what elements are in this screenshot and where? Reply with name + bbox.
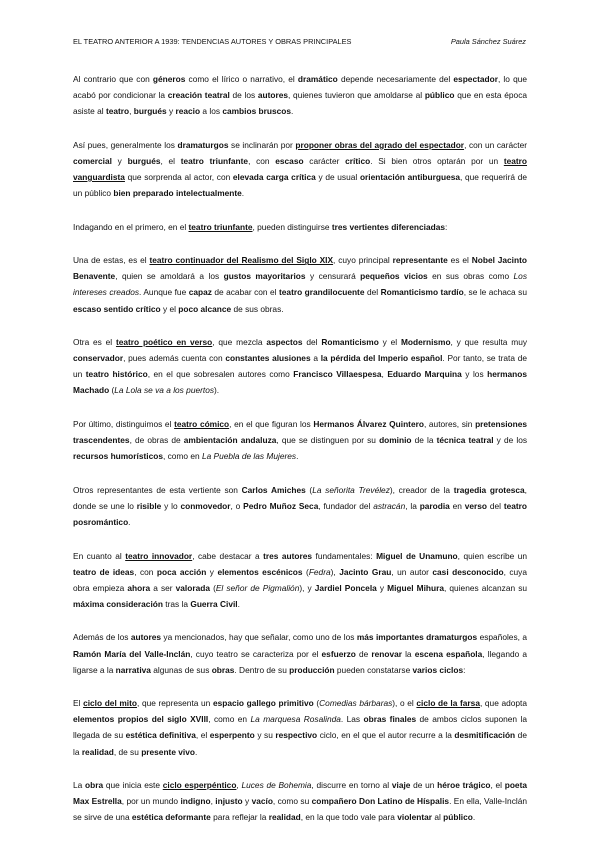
paragraph: La obra que inicia este ciclo esperpéntico, Luces de Bohemia, discurre en torno al viaje de un héroe trágico, el poeta Max Estrella, por un mundo indigno, injusto y vacío, como su compañero Don Latino de Híspalis. En ella, Valle-Inclán se sirve de una estética deformante para reflejar la realidad, en la que todo vale para violentar al público. [73, 780, 528, 823]
paragraph: Así pues, generalmente los dramaturgos se inclinarán por proponer obras del agrado del espectador, con un carácter comercial y burgués, el teatro triunfante, con escaso carácter crítico. Si bien otros optarán por un teatro vanguardista que sorprenda al actor, con elevada carga crítica y de usual orientación antiburguesa, que requerirá de un público bien preparado intelectualmente. [73, 139, 528, 199]
paragraph: Una de estas, es el teatro continuador del Realismo del Siglo XIX, cuyo principal representante es el Nobel Jacinto Benavente, quien se amoldará a los gustos mayoritarios y censurará pequeños vicios en sus obras como Los intereses creados. Aunque fue capaz de acabar con el teatro grandilocuente del Romanticismo tardío, se le achaca su escaso sentido crítico y el poco alcance de sus obras. [73, 255, 527, 314]
document-author: Paula Sánchez Suárez [450, 37, 526, 46]
paragraph: Además de los autores ya mencionados, hay que señalar, como uno de los más importantes dramaturgos españoles, a Ramón María del Valle-Inclán, cuyo teatro se caracteriza por el esfuerzo de renovar la escena española, llegando a ligarse a la narrativa algunas de sus obras. Dentro de su producción pueden constatarse varios ciclos: [73, 632, 528, 675]
paragraph: Otros representantes de esta vertiente son Carlos Amiches (La señorita Trevélez), creador de la tragedia grotesca, donde se une lo risible y lo conmovedor, o Pedro Muñoz Seca, fundador del astracán, la parodia en verso del teatro posromántico. [73, 484, 527, 527]
paragraph: Indagando en el primero, en el teatro triunfante, pueden distinguirse tres vertientes diferenciadas: [73, 221, 448, 232]
page-header [73, 37, 526, 49]
paragraph: En cuanto al teatro innovador, cabe destacar a tres autores fundamentales: Miguel de Unamuno, quien escribe un teatro de ideas, con poca acción y elementos escénicos (Fedra), Jacinto Grau, un autor casi desconocido, cuya obra empieza ahora a ser valorada (El señor de Pigmalión), y Jardiel Poncela y Miguel Mihura, quienes alcanzan su máxima consideración tras la Guerra Civil. [73, 550, 528, 609]
paragraph: Por último, distinguimos el teatro cómico, en el que figuran los Hermanos Álvarez Quintero, autores, sin pretensiones trascendentes, de obras de ambientación andaluza, que se distinguen por su dominio de la técnica teatral y de los recursos humorísticos, como en La Puebla de las Mujeres. [73, 419, 528, 462]
document-title: EL TEATRO ANTERIOR A 1939: TENDENCIAS AUTORES Y OBRAS PRINCIPALES [73, 37, 352, 46]
paragraph: Al contrario que con géneros como el lírico o narrativo, el dramático depende necesariamente del espectador, lo que acabó por condicionar la creación teatral de los autores, quienes tuvieron que amoldarse al público que en esta época asiste al teatro, burgués y reacio a los cambios bruscos. [73, 74, 528, 117]
paragraph: El ciclo del mito, que representa un espacio gallego primitivo (Comedias bárbaras), o el ciclo de la farsa, que adopta elementos propios del siglo XVIII, como en La marquesa Rosalinda. Las obras finales de ambos ciclos suponen la llegada de su estética definitiva, el esperpento y su respectivo ciclo, en el que el autor recurre a la desmitificación de la realidad, de su presente vivo. [73, 698, 527, 757]
document-body [73, 71, 527, 843]
paragraph: Otra es el teatro poético en verso, que mezcla aspectos del Romanticismo y el Modernismo, y que resulta muy conservador, pues además cuenta con constantes alusiones a la pérdida del Imperio español. Por tanto, se trata de un teatro histórico, en el que sobresalen autores como Francisco Villaespesa, Eduardo Marquina y los hermanos Machado (La Lola se va a los puertos). [73, 337, 528, 396]
